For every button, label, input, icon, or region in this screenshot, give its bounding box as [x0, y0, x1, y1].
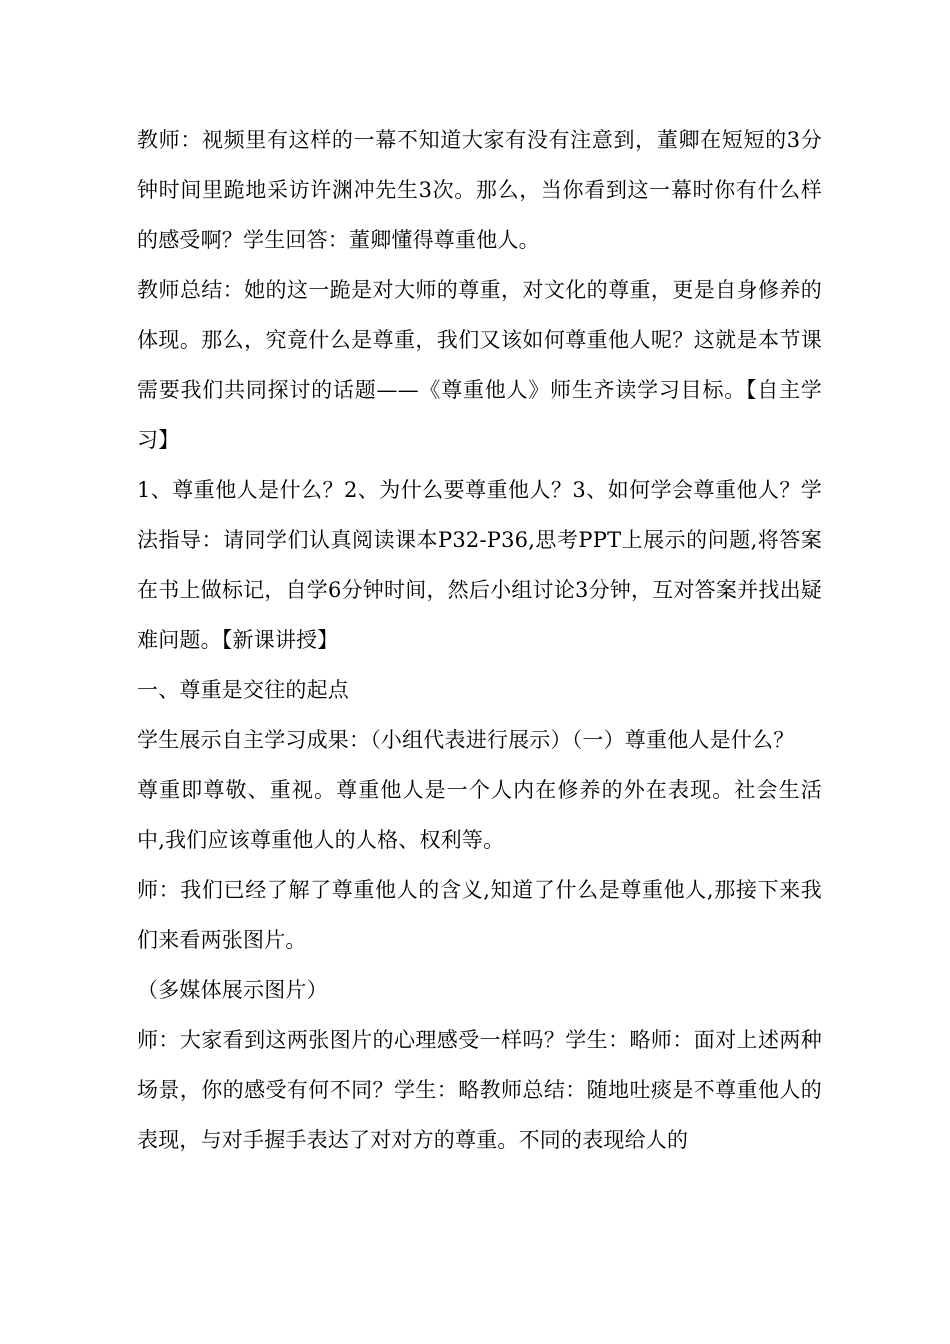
paragraph-8: （多媒体展示图片）: [137, 978, 328, 1002]
paragraph-7: 师：我们已经了解了尊重他人的含义,知道了什么是尊重他人,那接下来我们来看两张图片。: [137, 878, 822, 952]
paragraph-6: 尊重即尊敬、重视。尊重他人是一个人内在修养的外在表现。社会生活中,我们应该尊重他人的人格、权利等。: [137, 778, 822, 852]
paragraph-3: 1、尊重他人是什么？2、为什么要尊重他人？3、如何学会尊重他人？学法指导：请同学们认真阅读课本P32-P36,思考PPT上展示的问题,将答案在书上做标记，自学6分钟时间，然后小组讨论3分钟，互对答案并找出疑难问题。【新课讲授】: [137, 478, 822, 652]
paragraph-2: 教师总结：她的这一跪是对大师的尊重，对文化的尊重，更是自身修养的体现。那么，究竟什么是尊重，我们又该如何尊重他人呢？这就是本节课需要我们共同探讨的话题——《尊重他人》师生齐读学习目标。【自主学习】: [137, 278, 822, 452]
paragraph-5: 学生展示自主学习成果：（小组代表进行展示）（一）尊重他人是什么？: [137, 728, 795, 752]
paragraph-9: 师：大家看到这两张图片的心理感受一样吗？学生：略师：面对上述两种场景，你的感受有何不同？学生：略教师总结：随地吐痰是不尊重他人的表现，与对手握手表达了对对方的尊重。不同的表现给人的: [137, 1028, 822, 1152]
section-heading: 一、尊重是交往的起点: [137, 678, 349, 702]
document-page: [137, 115, 822, 1165]
paragraph-1: 教师：视频里有这样的一幕不知道大家有没有注意到，董卿在短短的3分钟时间里跪地采访许渊冲先生3次。那么，当你看到这一幕时你有什么样的感受啊？学生回答：董卿懂得尊重他人。: [137, 128, 822, 252]
